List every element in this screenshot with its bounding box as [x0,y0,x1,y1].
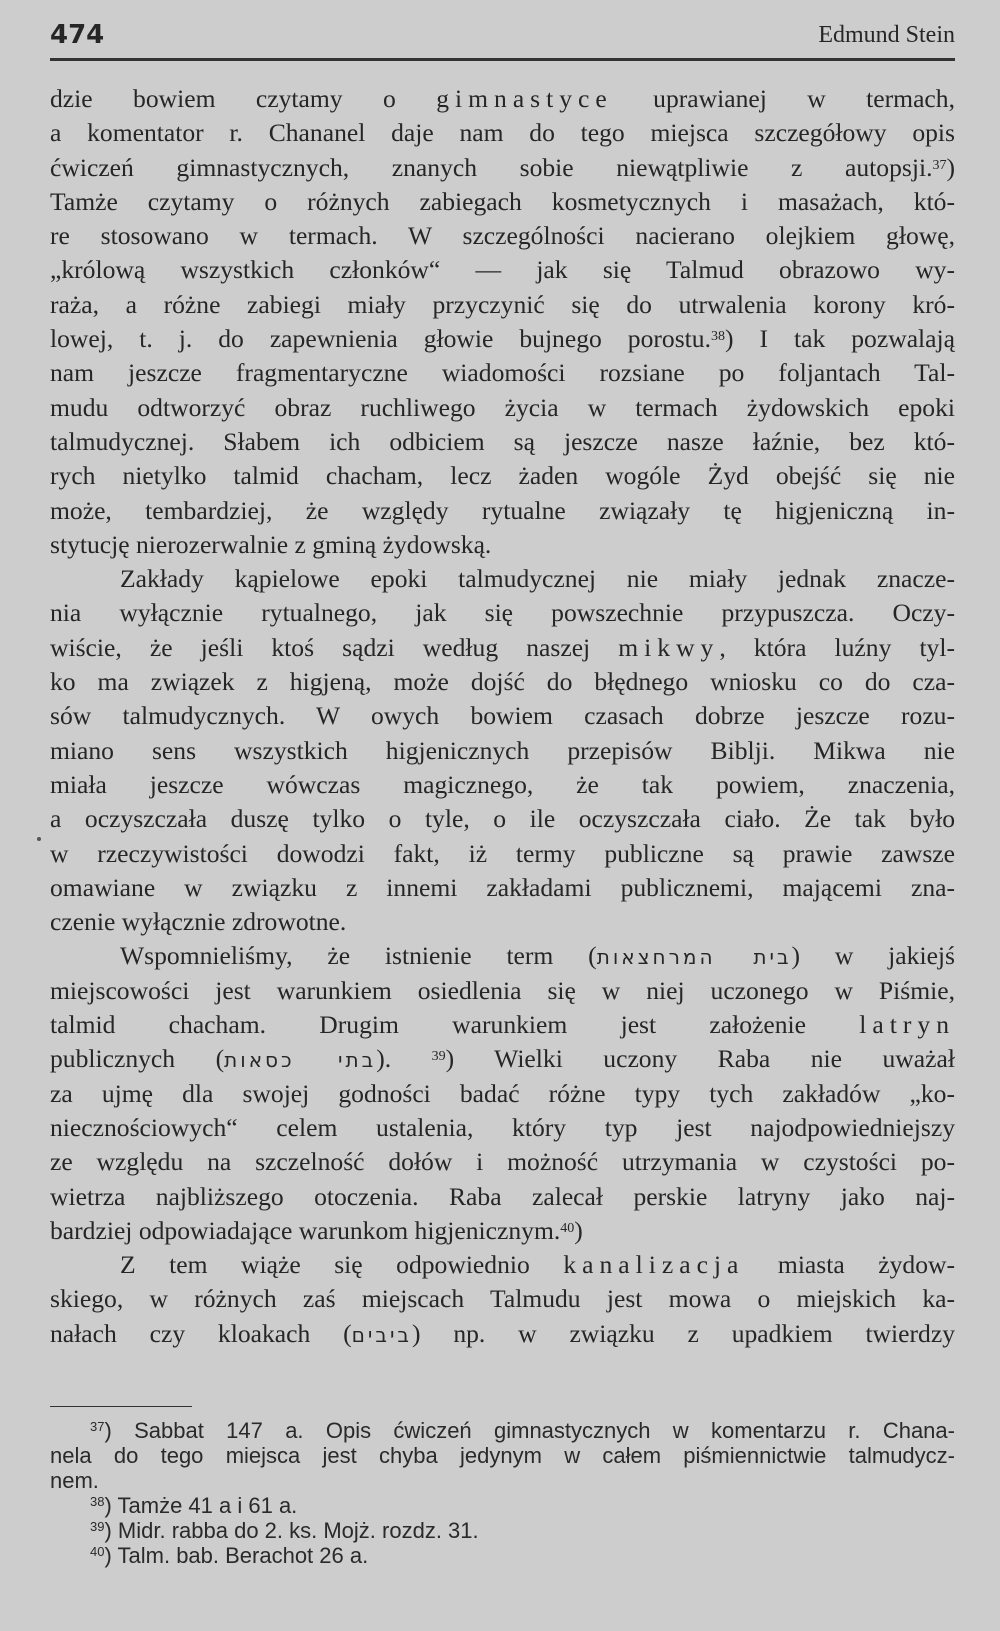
text-line: rych nietylko talmid chacham, lecz żaden wogóle Żyd obejść się nie [50,461,955,491]
running-head: Edmund Stein [818,22,955,48]
text-line: czenie wyłącznie zdrowotne. [50,907,347,937]
footnote-ref: 40 [560,1220,575,1236]
text-line: talmudycznej. Słabem ich odbiciem są jeszcze nasze łaźnie, bez któ- [50,426,955,456]
footnote-ref: 37 [932,157,947,173]
text-line: w rzeczywistości dowodzi fakt, iż termy publiczne są prawie zawsze [50,838,955,868]
hebrew-term: בתי כסאות [224,1048,377,1073]
print-speck [37,837,41,841]
text-line: a oczyszczała duszę tylko o tyle, o ile oczyszczała ciało. Że tak było [50,804,955,834]
text-line: ćwiczeń gimnastycznych, znanych sobie niewątpliwie z autopsji.$^{37}$) [50,152,955,182]
text-line: ze względu na szczelność dołów i możność utrzymania w czystości po- [50,1147,955,1177]
text-line: sów talmudycznych. W owych bowiem czasach dobrze jeszcze rozu- [50,701,955,731]
text-line: talmid chacham. Drugim warunkiem jest założenie latryn [50,1010,955,1040]
hebrew-term: ביבים [351,1322,412,1347]
footnotes [50,1418,955,1568]
footnote-37-cont: nela do tego miejsca jest chyba jedynym w całem piśmiennictwie talmudycz- [50,1443,955,1468]
page-number: 474 [50,20,105,50]
text-line: nałach czy kloakach (ביבים) np. w związku z upadkiem twierdzy [50,1318,955,1348]
text-line: „królową wszystkich członków“ — jak się Talmud obrazowo wy- [50,255,955,285]
text-line: wietrza najbliższego otoczenia. Raba zalecał perskie latryny jako naj- [50,1181,955,1211]
footnote-40: $^{40}$) Talm. bab. Berachot 26 a. [90,1543,369,1568]
text-line: Zakłady kąpielowe epoki talmudycznej nie miały jednak znacze- [120,564,955,594]
footnote-38: $^{38}$) Tamże 41 a i 61 a. [90,1493,298,1518]
footnote-37: $^{37}$) Sabbat 147 a. Opis ćwiczeń gimnastycznych w komentarzu r. Chana- [90,1418,955,1443]
text-line: niecznościowych“ celem ustalenia, który typ jest najodpowiedniejszy [50,1112,955,1142]
page-header [50,20,955,60]
text-line: wiście, że jeśli ktoś sądzi według naszej mikwy, która luźny tyl- [50,632,955,662]
text-line: dzie bowiem czytamy o gimnastyce uprawianej w termach, [50,84,955,113]
text-line: lowej, t. j. do zapewnienia głowie bujnego porostu.$^{38}$) I tak pozwalają [50,324,955,354]
hebrew-term: בית המרחצאות [596,945,792,970]
text-line: miejscowości jest warunkiem osiedlenia się w niej uczonego w Piśmie, [50,975,955,1005]
text-line: Z tem wiąże się odpowiednio kanalizacja miasta żydow- [120,1250,955,1280]
text-line: re stosowano w termach. W szczególności nacierano olejkiem głowę, [50,221,955,251]
text-line: omawiane w związku z innemi zakładami publicznemi, mającemi zna- [50,872,955,902]
footnote-rule [50,1406,192,1407]
text-line: skiego, w różnych zaś miejscach Talmudu jest mowa o miejskich ka- [50,1284,955,1314]
header-rule [50,58,955,61]
text-line: ko ma związek z higjeną, może dojść do błędnego wniosku co do cza- [50,667,955,697]
text-line: Wspomnieliśmy, że istnienie term (בית המרחצאות) w jakiejś [120,941,955,971]
text-line: mudu odtworzyć obraz ruchliwego życia w termach żydowskich epoki [50,392,955,422]
text-line: może, tembardziej, że względy rytualne związały tę higjeniczną in- [50,495,955,525]
text-line: nam jeszcze fragmentaryczne wiadomości rozsiane po foljantach Tal- [50,358,955,388]
body-text [50,82,955,1351]
text-line: miano sens wszystkich higjenicznych przepisów Biblji. Mikwa nie [50,735,955,765]
text-line: za ujmę dla swojej godności badać różne typy tych zakładów „ko- [50,1078,955,1108]
text-line: nia wyłącznie rytualnego, jak się powszechnie przypuszcza. Oczy- [50,598,955,628]
footnote-37-cont: nem. [50,1468,99,1493]
footnote-ref: 39 [431,1049,446,1065]
text-line: Tamże czytamy o różnych zabiegach kosmetycznych i masażach, któ- [50,186,955,216]
text-line: miała jeszcze wówczas magicznego, że tak powiem, znaczenia, [50,769,955,799]
footnote-ref: 38 [710,329,725,345]
text-line: stytucję nierozerwalnie z gminą żydowską. [50,529,492,559]
text-line: raża, a różne zabiegi miały przyczynić się do utrwalenia korony kró- [50,289,955,319]
text-line: a komentator r. Chananel daje nam do tego miejsca szczegółowy opis [50,118,955,148]
text-line: publicznych (בתי כסאות). $^{39}$) Wielki uczony Raba nie uważał [50,1044,955,1074]
text-line: bardziej odpowiadające warunkom higjenicznym.$^{40}$) [50,1215,583,1245]
footnote-39: $^{39}$) Midr. rabba do 2. ks. Mojż. rozdz. 31. [90,1518,479,1543]
